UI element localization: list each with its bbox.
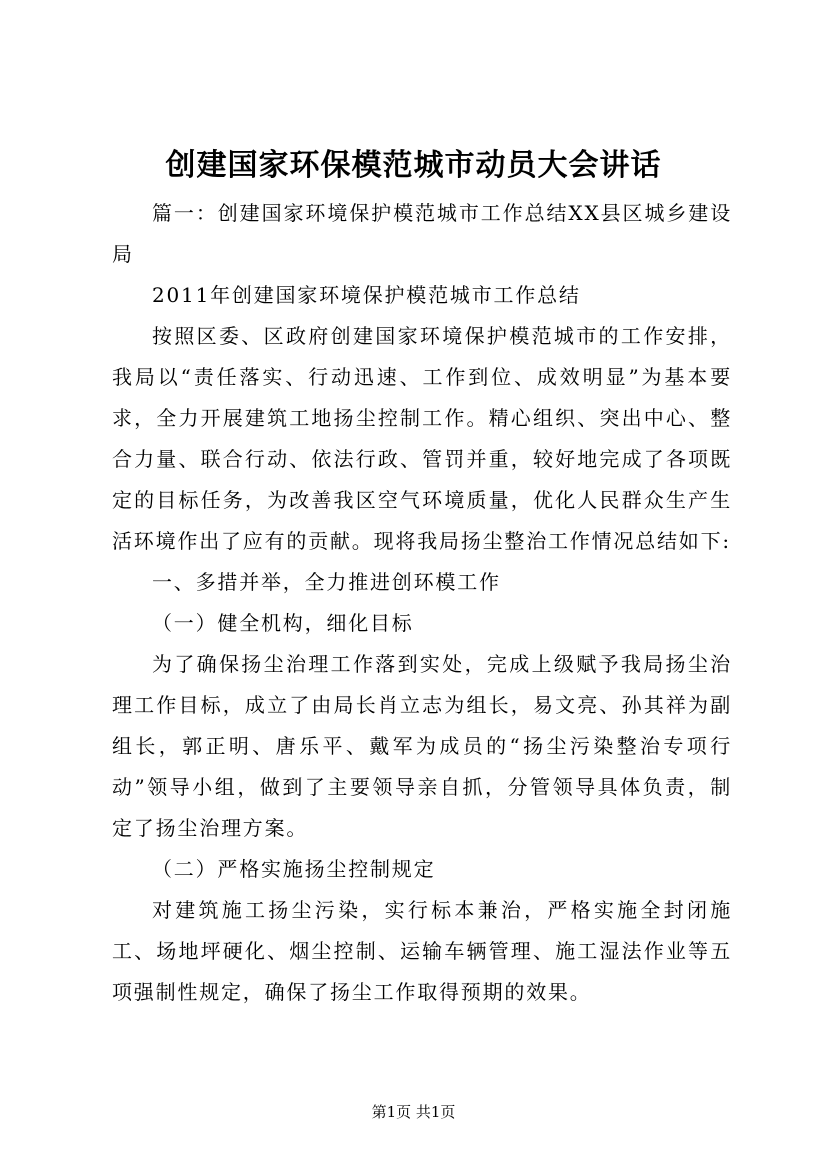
paragraph-organization: 为了确保扬尘治理工作落到实处，完成上级赋予我局扬尘治理工作目标，成立了由局长肖立志为组长，易文亮、孙其祥为副组长，郭正明、唐乐平、戴军为成员的“扬尘污染整治专项行动”领导小组，做到了主要领导亲自抓，分管领导具体负责，制定了扬尘治理方案。: [112, 652, 732, 840]
paragraph-regulations: 对建筑施工扬尘污染，实行标本兼治，严格实施全封闭施工、场地坪硬化、烟尘控制、运输车辆管理、施工湿法作业等五项强制性规定，确保了扬尘工作取得预期的效果。: [112, 898, 732, 1004]
page-footer: 第1页 共1页: [371, 1103, 456, 1121]
paragraph-section-heading: 一、多措并举，全力推进创环模工作: [152, 570, 501, 594]
paragraph-subheading-2: （二）严格实施扬尘控制规定: [152, 857, 436, 881]
document-body: [112, 193, 732, 1013]
paragraph-intro: 按照区委、区政府创建国家环境保护模范城市的工作安排，我局以“责任落实、行动迅速、工作到位、成效明显”为基本要求，全力开展建筑工地扬尘控制工作。精心组织、突出中心、整合力量、联合行动、依法行政、管罚并重，较好地完成了各项既定的目标任务，为改善我区空气环境质量，优化人民群众生产生活环境作出了应有的贡献。现将我局扬尘整治工作情况总结如下:: [112, 324, 732, 553]
paragraph-subheading-1: （一）健全机构，细化目标: [152, 611, 414, 635]
paragraph-report-title: 2011年创建国家环境保护模范城市工作总结: [152, 283, 581, 307]
document-title: 创建国家环保模范城市动员大会讲话: [165, 148, 662, 183]
paragraph-subtitle: 篇一：创建国家环境保护模范城市工作总结XX县区城乡建设局: [112, 201, 732, 266]
